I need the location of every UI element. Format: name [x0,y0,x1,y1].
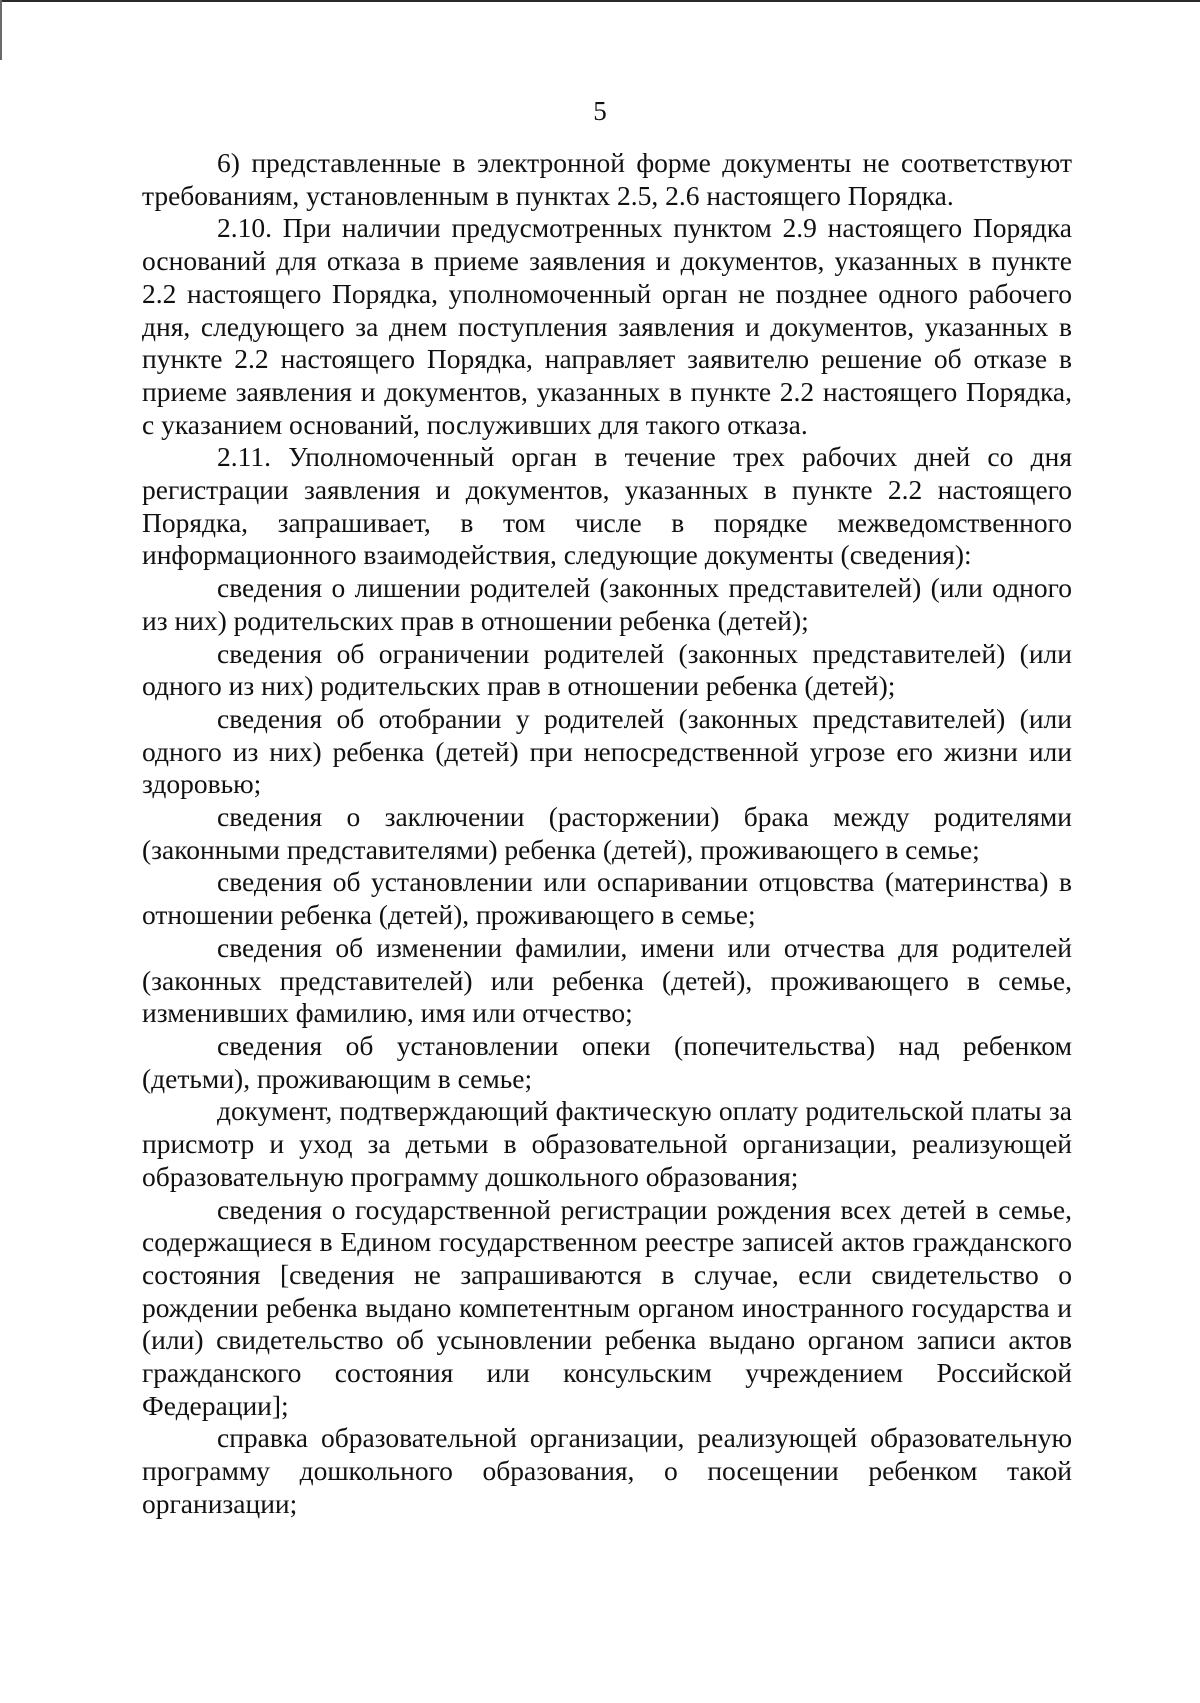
list-item-guardianship: сведения об установлении опеки (попечительства) над ребенком (детьми), проживающим в семье; [142,1029,1072,1094]
list-item-payment-document: документ, подтверждающий фактическую оплату родительской платы за присмотр и уход за детьми в образовательной организации, реализующей образовательную программу дошкольного образования; [142,1095,1072,1192]
list-item-removal-of-child: сведения об отобрании у родителей (законных представителей) (или одного из них) ребенка (детей) при непосредственной угрозе его жизни или здоровью; [142,702,1072,800]
document-body [142,147,1072,1521]
list-item-attendance-certificate: справка образовательной организации, реализующей образовательную программу дошкольного образования, о посещении ребенком такой организации; [142,1422,1072,1519]
scan-edge-top [0,0,1200,2]
page-number: 5 [593,96,607,126]
list-item-marriage: сведения о заключении (расторжении) брака между родителями (законными представителями) ребенка (детей), проживающего в семье; [142,801,1072,865]
list-item-birth-registration: сведения о государственной регистрации рождения всех детей в семье, содержащиеся в Едином государственном реестре записей актов гражданского состояния [сведения не запрашиваются в случае, если свидетельство о рождении ребенка выдано компетентным органом иностранного государства и (или) свидетельство об усыновлении ребенка выдано органом записи актов гражданского состояния или консульским учреждением Российской Федерации]; [142,1193,1072,1421]
list-item-restriction-of-rights: сведения об ограничении родителей (законных представителей) (или одного из них) родительских прав в отношении ребенка (детей); [142,637,1072,702]
scan-edge-left [0,0,2,60]
paragraph-2-11: 2.11. Уполномоченный орган в течение трех рабочих дней со дня регистрации заявления и документов, указанных в пункте 2.2 настоящего Порядка, запрашивает, в том числе в порядке межведомственного информационного взаимодействия, следующие документы (сведения): [142,441,1072,571]
paragraph-item-6: 6) представленные в электронной форме документы не соответствуют требованиям, установленным в пунктах 2.5, 2.6 настоящего Порядка. [142,147,1072,211]
list-item-paternity: сведения об установлении или оспаривании отцовства (материнства) в отношении ребенка (детей), проживающего в семье; [142,866,1072,931]
paragraph-2-10: 2.10. При наличии предусмотренных пунктом 2.9 настоящего Порядка оснований для отказа в приеме заявления и документов, указанных в пункте 2.2 настоящего Порядка, уполномоченный орган не позднее одного рабочего дня, следующего за днем поступления заявления и документов, указанных в пункте 2.2 настоящего Порядка, направляет заявителю решение об отказе в приеме заявления и документов, указанных в пункте 2.2 настоящего Порядка, с указанием оснований, послуживших для такого отказа. [142,212,1072,440]
list-item-name-change: сведения об изменении фамилии, имени или отчества для родителей (законных представителей) или ребенка (детей), проживающего в семье, изменивших фамилию, имя или отчество; [142,931,1072,1029]
list-item-deprivation-of-rights: сведения о лишении родителей (законных представителей) (или одного из них) родительских прав в отношении ребенка (детей); [142,572,1072,636]
